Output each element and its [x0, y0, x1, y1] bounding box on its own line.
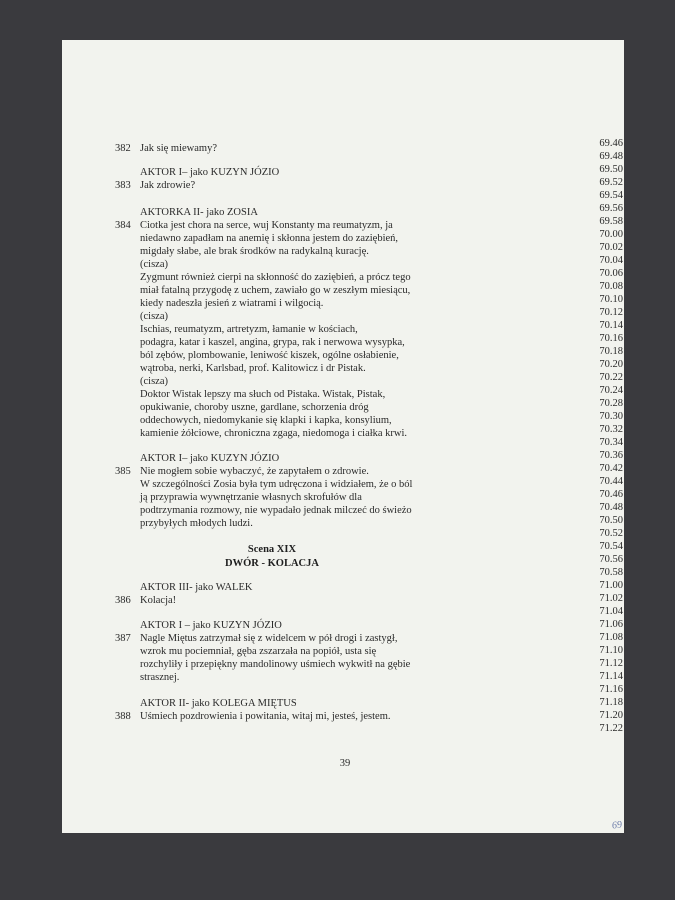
timecode: 70.02	[599, 242, 623, 253]
timecode: 70.18	[599, 346, 623, 357]
dialogue-line: Uśmiech pozdrowienia i powitania, witaj mi, jesteś, jestem.	[140, 711, 391, 722]
timecode: 70.04	[599, 255, 623, 266]
script-line: AKTOR III- jako WALEK	[140, 582, 253, 593]
script-line: oddechowych, niedomykanie się klapki i kapka, konsylium,	[140, 415, 392, 426]
timecode: 70.54	[599, 541, 623, 552]
script-line: rozchyliły i przepiękny mandolinowy uśmiech wykwitł na gębie	[140, 659, 411, 670]
dialogue-line: Jak się miewamy?	[140, 143, 217, 154]
timecode: 69.54	[599, 190, 623, 201]
timecode: 70.30	[599, 411, 623, 422]
script-line: (cisza)	[140, 376, 168, 387]
timecode: 70.12	[599, 307, 623, 318]
dialogue-line: Ciotka jest chora na serce, wuj Konstanty ma reumatyzm, ja	[140, 220, 393, 231]
timecode: 71.00	[599, 580, 623, 591]
script-line: niedawno zapadłam na anemię i skłonna jestem do zaziębień,	[140, 233, 399, 244]
timecode: 70.44	[599, 476, 623, 487]
script-line: ból zębów, plombowanie, leniwość kiszek, ogólne osłabienie,	[140, 350, 399, 361]
timecode: 71.14	[599, 671, 623, 682]
scene-title: Scena XIX	[247, 544, 297, 555]
timecode: 71.10	[599, 645, 623, 656]
dialogue-line: Jak zdrowie?	[140, 180, 196, 191]
timecode: 71.18	[599, 697, 623, 708]
dialogue-line: Nie mogłem sobie wybaczyć, że zapytałem o zdrowie.	[140, 466, 369, 477]
timecode: 70.42	[599, 463, 623, 474]
timecode: 70.00	[599, 229, 623, 240]
timecode: 71.20	[599, 710, 623, 721]
timecode: 69.46	[599, 138, 623, 149]
script-line: podtrzymania rozmowy, nie wypadało jednak milczeć do świeżo	[140, 505, 412, 516]
script-line: wzrok mu pociemniał, gęba zszarzała na popiół, usta się	[140, 646, 377, 657]
script-line: kamienie żółciowe, chroniczna zgaga, niedomoga i ciałka krwi.	[140, 428, 408, 439]
timecode: 69.50	[599, 164, 623, 175]
line-number: 383	[115, 180, 131, 191]
script-line: W szczególności Zosia była tym udręczona i widziałem, że o ból	[140, 479, 413, 490]
script-line: opukiwanie, choroby uszne, gardlane, schorzenia dróg	[140, 402, 369, 413]
script-line: podagra, katar i kaszel, angina, grypa, rak i nerwowa wysypka,	[140, 337, 405, 348]
timecode: 70.34	[599, 437, 623, 448]
scene-subtitle: DWÓR - KOLACJA	[225, 558, 319, 569]
timecode: 70.48	[599, 502, 623, 513]
timecode: 70.10	[599, 294, 623, 305]
timecode: 71.22	[599, 723, 623, 734]
script-line: AKTOR I– jako KUZYN JÓZIO	[140, 453, 280, 464]
script-line: miał fatalną przygodę z uchem, zawiało go w zeszłym miesiącu,	[140, 285, 411, 296]
script-line: AKTOR I– jako KUZYN JÓZIO	[140, 167, 280, 178]
timecode: 70.58	[599, 567, 623, 578]
timecode: 70.16	[599, 333, 623, 344]
timecode: 70.08	[599, 281, 623, 292]
line-number: 386	[115, 595, 131, 606]
line-number: 382	[115, 143, 131, 154]
timecode: 71.08	[599, 632, 623, 643]
line-number: 387	[115, 633, 131, 644]
script-line: AKTOR I – jako KUZYN JÓZIO	[140, 620, 282, 631]
pencil-note: 69	[611, 819, 623, 832]
script-line: przybyłych młodych ludzi.	[140, 518, 253, 529]
script-line: AKTORKA II- jako ZOSIA	[140, 207, 258, 218]
line-number: 388	[115, 711, 131, 722]
dialogue-line: Nagle Miętus zatrzymał się z widelcem w pół drogi i zastygł,	[140, 633, 398, 644]
script-line: Zygmunt również cierpi na skłonność do zaziębień, a prócz tego	[140, 272, 411, 283]
timecode: 69.56	[599, 203, 623, 214]
script-line: kiedy nadeszła jesień z wiatrami i wilgocią.	[140, 298, 324, 309]
page-number: 39	[339, 758, 351, 769]
script-line: AKTOR II- jako KOLEGA MIĘTUS	[140, 698, 297, 709]
timecode: 69.48	[599, 151, 623, 162]
line-number: 385	[115, 466, 131, 477]
timecode: 70.22	[599, 372, 623, 383]
timecode: 71.06	[599, 619, 623, 630]
timecode: 71.16	[599, 684, 623, 695]
dialogue-line: Kolacja!	[140, 595, 177, 606]
script-line: wątroba, nerki, Karlsbad, prof. Kalitowicz i dr Pistak.	[140, 363, 366, 374]
script-line: strasznej.	[140, 672, 180, 683]
timecode: 70.46	[599, 489, 623, 500]
timecode: 70.28	[599, 398, 623, 409]
timecode: 71.12	[599, 658, 623, 669]
timecode: 71.04	[599, 606, 623, 617]
timecode: 70.14	[599, 320, 623, 331]
timecode: 70.20	[599, 359, 623, 370]
timecode: 70.52	[599, 528, 623, 539]
script-line: Ischias, reumatyzm, artretyzm, łamanie w kościach,	[140, 324, 358, 335]
script-line: ją przyprawia wywnętrzanie własnych skrofułów dla	[140, 492, 362, 503]
timecode: 70.36	[599, 450, 623, 461]
script-line: (cisza)	[140, 259, 168, 270]
script-line: (cisza)	[140, 311, 168, 322]
timecode: 70.56	[599, 554, 623, 565]
timecode: 70.06	[599, 268, 623, 279]
timecode: 70.24	[599, 385, 623, 396]
script-line: Doktor Wistak lepszy ma słuch od Pistaka. Wistak, Pistak,	[140, 389, 386, 400]
timecode: 69.52	[599, 177, 623, 188]
timecode: 70.32	[599, 424, 623, 435]
timecode: 71.02	[599, 593, 623, 604]
timecode: 70.50	[599, 515, 623, 526]
timecode: 69.58	[599, 216, 623, 227]
script-line: migdały słabe, ale brak środków na radykalną kurację.	[140, 246, 369, 257]
line-number: 384	[115, 220, 131, 231]
